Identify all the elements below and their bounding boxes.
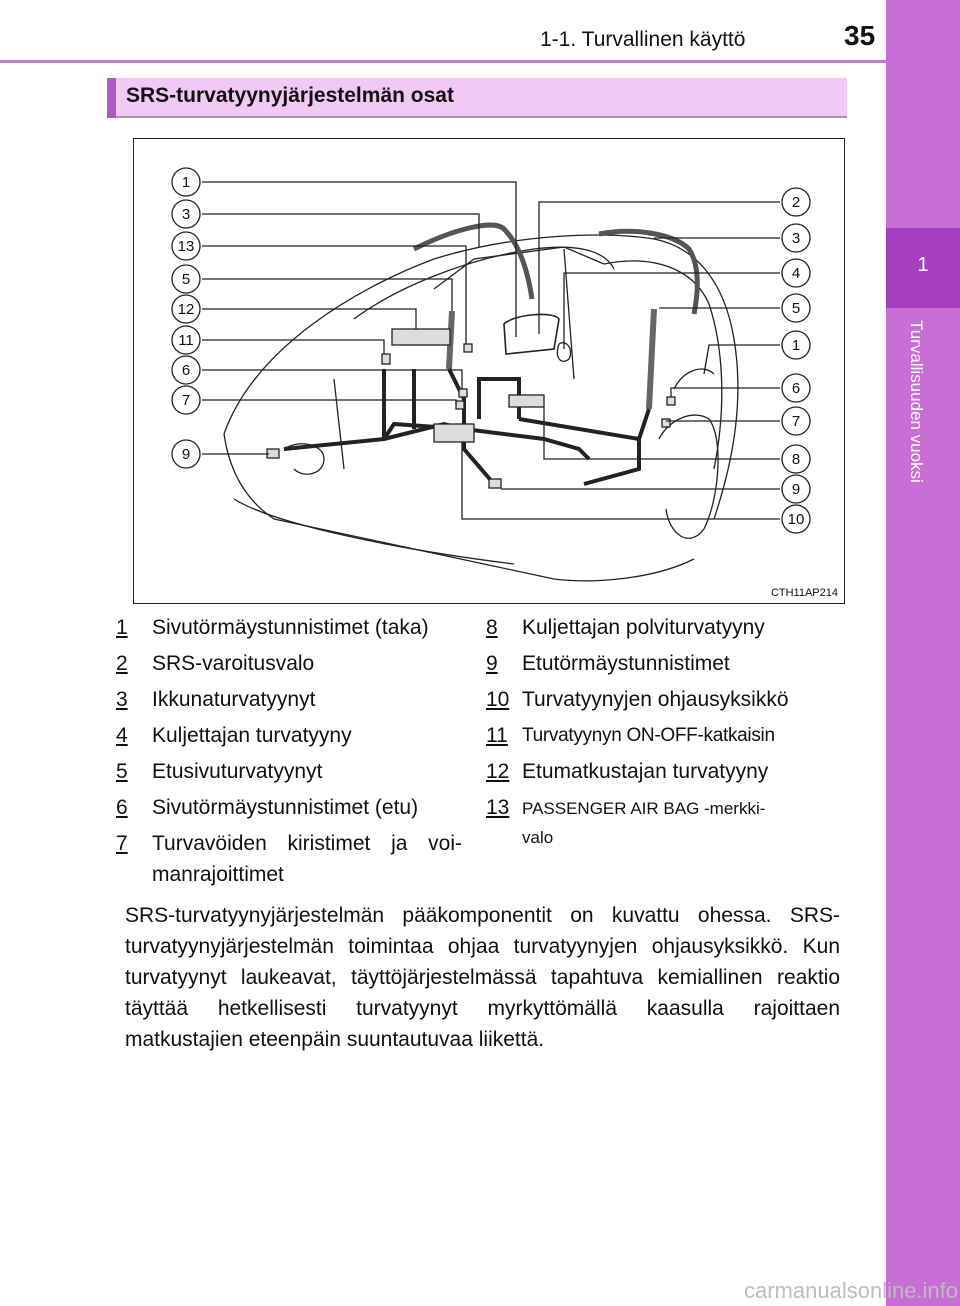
figure-label-left: 11 [178, 332, 194, 349]
body-paragraph: SRS-turvatyynyjärjestelmän pääkomponentit on kuvattu ohessa. SRS-turvatyynyjärjestelmän toimintaa ohjaa turvatyynyjen ohjausyksikkö. Kun turvatyynyt laukeavat, täyttöjärjestelmässä tapahtuva kemiallinen reaktio täyttää hetkellisesti turvatyynyt myrkyttömällä kaasulla rajoittaen matkustajien eteenpäin suuntautuvaa liikettä. [125, 904, 840, 1051]
legend-text: Turvatyynyjen ohjausyksikkö [522, 688, 789, 711]
legend-text: Etumatkustajan turvatyyny [522, 760, 769, 783]
legend-number: 13 [486, 796, 510, 819]
section-heading: SRS-turvatyynyjärjestelmän osat [126, 84, 454, 107]
legend-text: Sivutörmäystunnistimet (taka) [152, 616, 429, 639]
legend-text: Sivutörmäystunnistimet (etu) [152, 796, 419, 819]
figure-label-right: 9 [791, 481, 801, 498]
legend-text: Turvatyynyn ON-OFF-katkaisin [522, 725, 775, 746]
legend-text-continued: valo [522, 828, 554, 847]
watermark: carmanualsonline.info [744, 1278, 959, 1303]
figure-label-left: 12 [177, 301, 195, 318]
figure-label-right: 4 [791, 265, 801, 282]
legend-text: Etusivuturvatyynyt [152, 760, 323, 783]
figure-label-left: 3 [181, 206, 191, 223]
car-diagram [134, 139, 846, 605]
figure-code: CTH11AP214 [770, 587, 838, 599]
chapter-number: 1 [917, 254, 929, 276]
legend-number: 1 [116, 616, 128, 639]
page-number: 35 [844, 20, 876, 51]
figure-label-right: 10 [787, 511, 805, 528]
legend-text: SRS-varoitusvalo [152, 652, 315, 675]
figure-label-left: 5 [181, 271, 191, 288]
legend-number: 11 [486, 724, 508, 747]
figure-label-right: 6 [791, 380, 801, 397]
figure-label-right: 7 [791, 413, 801, 430]
figure-label-right: 1 [791, 337, 801, 354]
legend-text: PASSENGER AIR BAG -merkki- [522, 799, 766, 818]
section-heading-accent [107, 78, 116, 118]
figure-label-left: 9 [181, 446, 191, 463]
legend-text: Kuljettajan turvatyyny [152, 724, 352, 747]
figure-label-left: 6 [181, 362, 191, 379]
legend-text: Ikkunaturvatyynyt [152, 688, 316, 711]
legend-number: 7 [116, 832, 128, 855]
legend-number: 9 [486, 652, 498, 675]
figure-label-right: 3 [791, 230, 801, 247]
legend-number: 10 [486, 688, 510, 711]
figure-label-right: 5 [791, 300, 801, 317]
figure-label-left: 7 [181, 392, 191, 409]
chapter-title: Turvallisuuden vuoksi [907, 320, 926, 483]
chapter-side-tab [886, 0, 960, 1306]
figure-label-left: 1 [181, 174, 191, 191]
legend-number: 2 [116, 652, 128, 675]
legend-number: 6 [116, 796, 128, 819]
figure-label-left: 13 [177, 238, 195, 255]
legend-number: 12 [486, 760, 510, 783]
section-label: 1-1. Turvallinen käyttö [540, 28, 746, 51]
legend-number: 3 [116, 688, 128, 711]
legend-text: Kuljettajan polviturvatyyny [522, 616, 765, 639]
legend-number: 8 [486, 616, 498, 639]
airbag-system-figure [133, 138, 845, 604]
legend-number: 5 [116, 760, 128, 783]
figure-label-right: 8 [791, 451, 801, 468]
legend-text: Etutörmäystunnistimet [522, 652, 730, 675]
legend-text-continued: manrajoittimet [152, 863, 284, 886]
legend-text: Turvavöiden kiristimet ja voi- [152, 832, 462, 855]
legend-number: 4 [116, 724, 128, 747]
header-rule [0, 60, 886, 63]
figure-label-right: 2 [791, 194, 801, 211]
